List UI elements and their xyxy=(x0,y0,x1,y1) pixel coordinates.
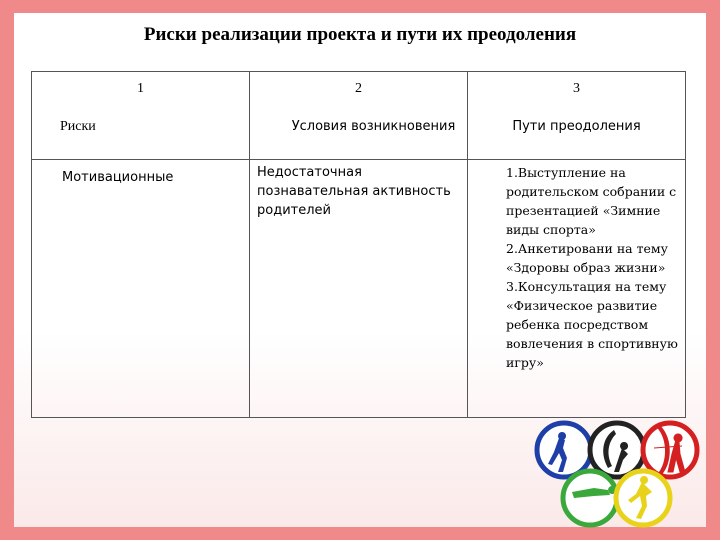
column-header: Риски xyxy=(60,119,96,134)
solution-item: 1.Выступление на родительском собрании с презентацией «Зимние виды спорта» xyxy=(506,165,677,237)
header-cell-solutions xyxy=(468,72,686,160)
header-row xyxy=(32,72,686,160)
table-row xyxy=(32,160,686,418)
black-ring-gymnast-icon xyxy=(590,423,644,477)
risks-table xyxy=(31,71,686,418)
column-header: Условия возникновения xyxy=(291,119,456,134)
green-ring-swimmer-icon xyxy=(563,471,617,525)
conditions-cell: Недостаточная познавательная активность родителей xyxy=(250,160,468,418)
solution-item: 2.Анкетировани на тему «Здоровы образ жизни» xyxy=(506,241,668,275)
solution-item: 3.Консультация на тему «Физическое развитие ребенка посредством вовлечения в спортивную игру» xyxy=(506,279,678,370)
column-number: 2 xyxy=(355,81,362,96)
red-ring-archer-icon xyxy=(643,423,697,477)
slide-title: Риски реализации проекта и пути их преодоления xyxy=(143,24,577,45)
column-number: 3 xyxy=(573,81,580,96)
column-header: Пути преодоления xyxy=(512,119,641,134)
solutions-cell xyxy=(468,160,686,418)
header-cell-conditions xyxy=(250,72,468,160)
yellow-ring-runner-icon xyxy=(616,471,670,525)
header-cell-risks xyxy=(32,72,250,160)
blue-ring-skier-icon xyxy=(537,423,591,477)
olympic-rings-logo xyxy=(532,420,710,530)
risk-cell: Мотивационные xyxy=(32,160,250,418)
column-number: 1 xyxy=(137,81,144,96)
